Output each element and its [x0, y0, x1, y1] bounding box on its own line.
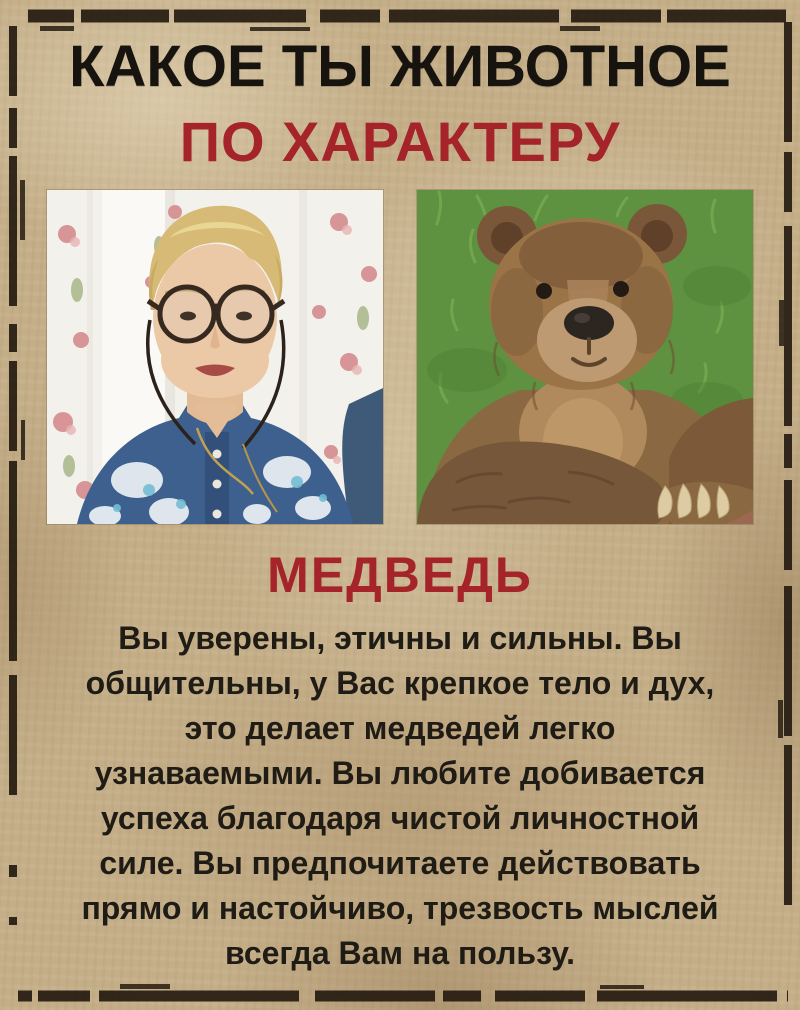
poster-title-line1: КАКОЕ ТЫ ЖИВОТНОЕ: [69, 34, 731, 99]
result-line: общительны, у Вас крепкое тело и дух,: [85, 665, 715, 701]
result-description: [28, 616, 772, 976]
result-line: силе. Вы предпочитаете действовать: [99, 845, 701, 881]
result-line: Вы уверены, этичны и сильны. Вы: [118, 620, 682, 656]
result-line: успеха благодаря чистой личностной: [100, 800, 700, 836]
result-animal-title: МЕДВЕДЬ: [267, 547, 533, 603]
result-line: это делает медведей легко: [184, 710, 616, 746]
bear-photo: [417, 190, 753, 524]
result-line: узнаваемыми. Вы любите добивается: [94, 755, 706, 791]
poster-title-line2: ПО ХАРАКТЕРУ: [179, 110, 621, 173]
result-line: всегда Вам на пользу.: [224, 935, 576, 971]
result-line: прямо и настойчиво, трезвость мыслей: [81, 890, 719, 926]
woman-photo: [47, 190, 383, 524]
